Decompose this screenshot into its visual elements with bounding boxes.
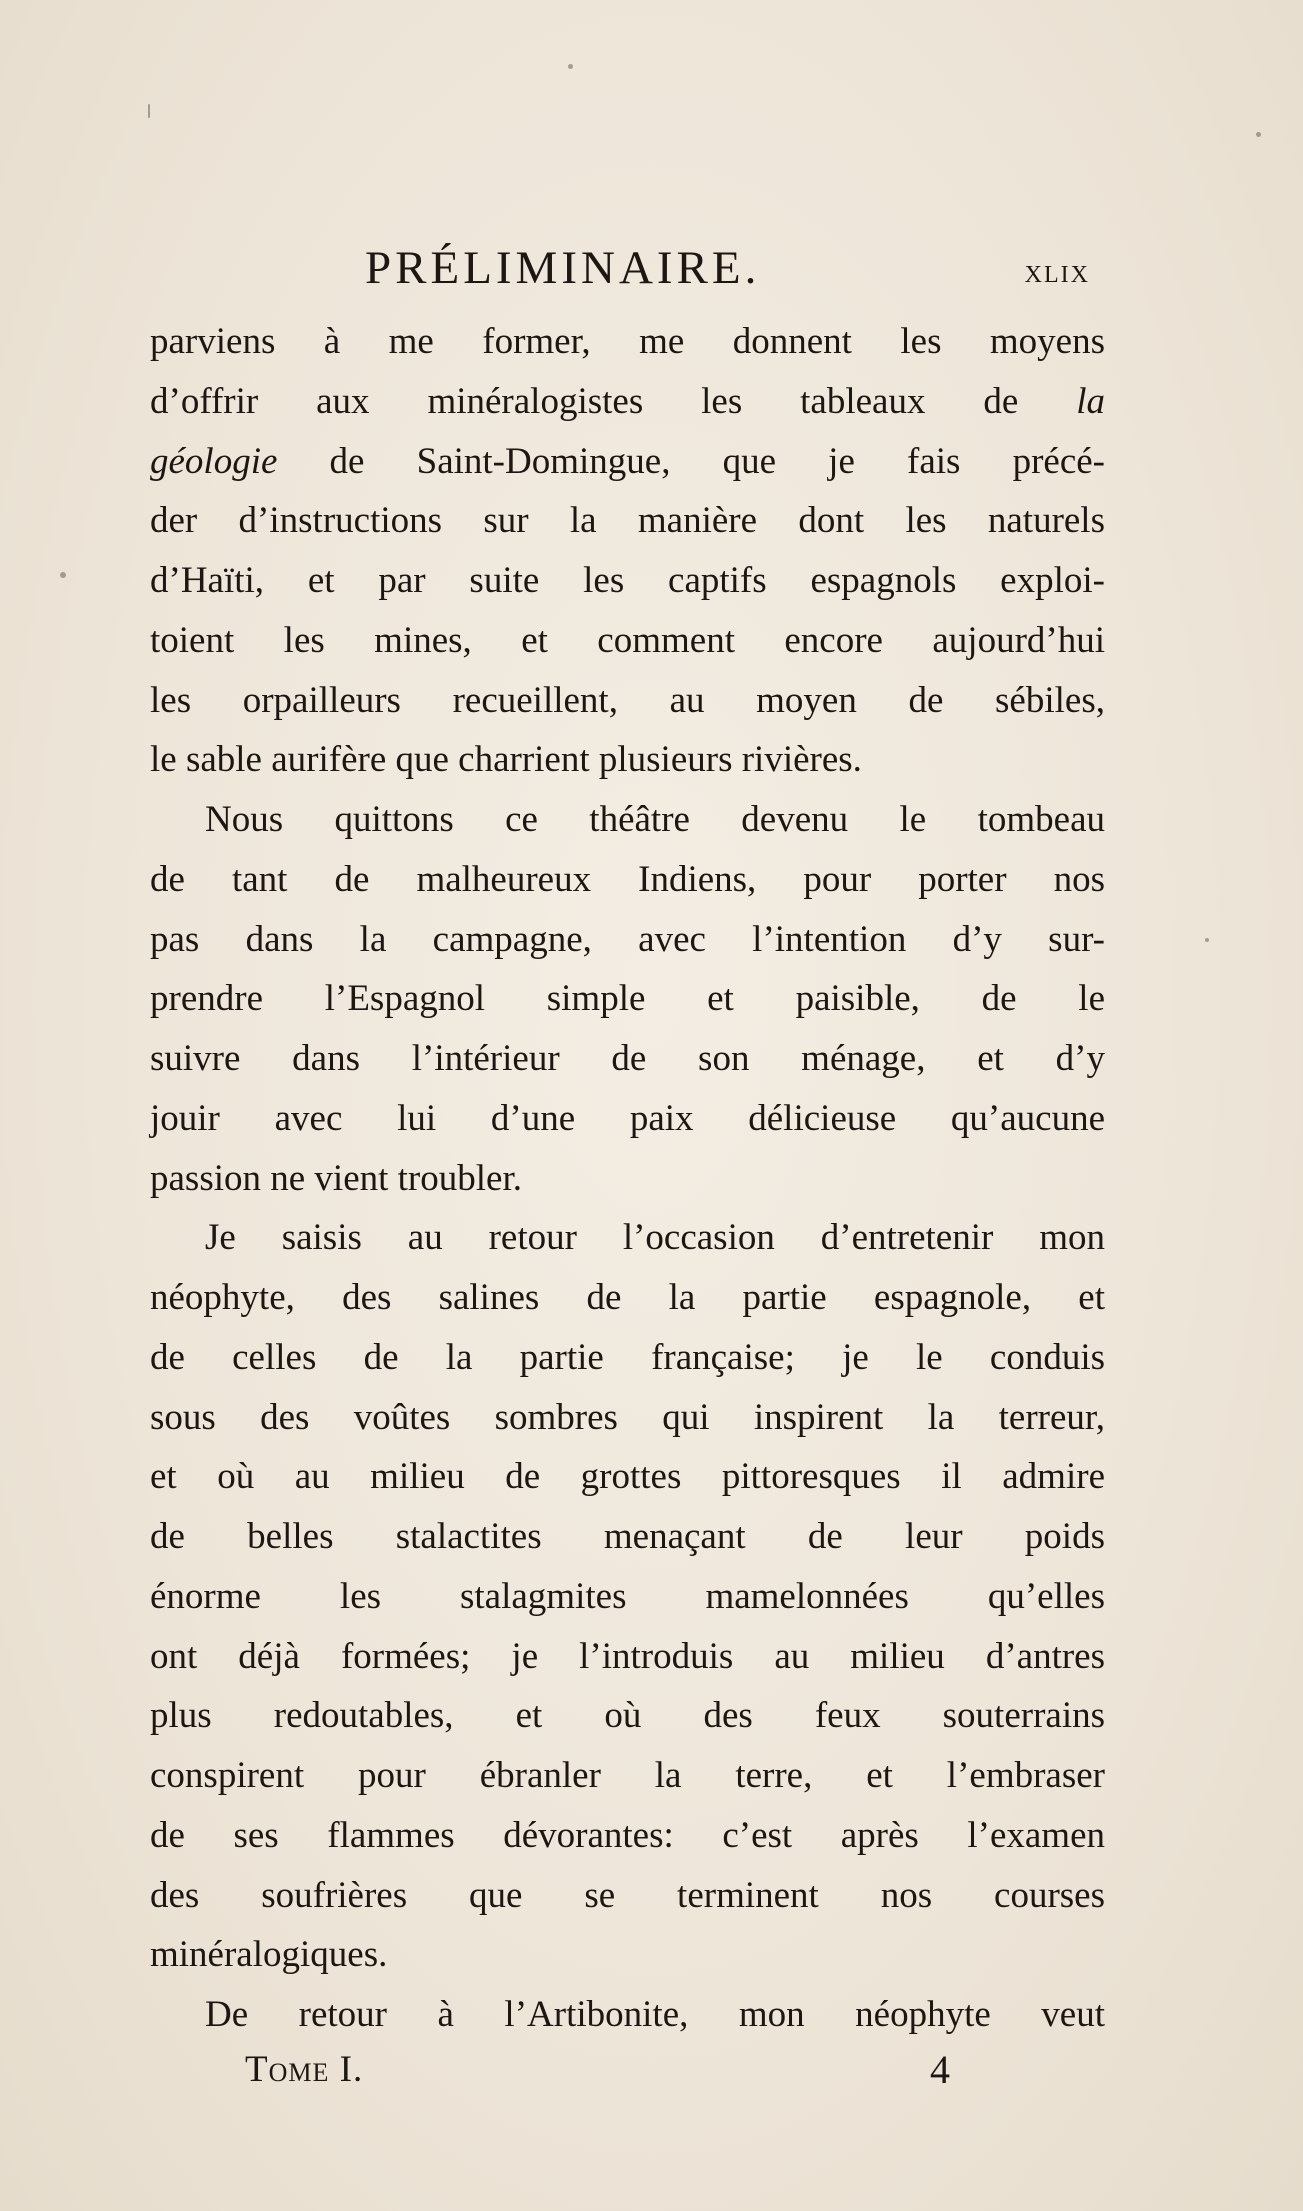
text-line: suivre dans l’intérieur de son ménage, et d’y: [150, 1038, 1105, 1079]
text-line: toient les mines, et comment encore aujourd’hui: [150, 619, 1105, 661]
italic-term: géologie: [150, 440, 278, 482]
text-line: parviens à me former, me donnent les moyens: [150, 321, 1105, 362]
paper-speck: [1205, 938, 1209, 942]
text-line: et où au milieu de grottes pittoresques il admire: [150, 1456, 1105, 1498]
paper-speck: [1256, 132, 1261, 137]
text-line: de tant de malheureux Indiens, pour porter nos: [150, 858, 1105, 900]
text-line: de celles de la partie française; je le conduis: [150, 1336, 1105, 1378]
text-line: énorme les stalagmites mamelonnées qu’elles: [150, 1575, 1105, 1617]
text-line: d’Haïti, et par suite les captifs espagnols exploi-: [150, 560, 1105, 601]
text-line: prendre l’Espagnol simple et paisible, de le: [150, 978, 1105, 1020]
italic-term: la: [1076, 380, 1105, 422]
paper-speck: [568, 64, 573, 69]
text-line: les orpailleurs recueillent, au moyen de sébiles,: [150, 679, 1105, 721]
text-line: géologie de Saint-Domingue, que je fais précé-: [150, 440, 1105, 482]
paragraph-start-line: De retour à l’Artibonite, mon néophyte veut: [205, 1994, 1105, 2035]
text-line: conspirent pour ébranler la terre, et l’embraser: [150, 1755, 1105, 1796]
text-line: plus redoutables, et où des feux souterrains: [150, 1695, 1105, 1737]
text-line: passion ne vient troubler.: [150, 1157, 522, 1199]
page-folio: xlix: [1024, 253, 1090, 290]
text-line: pas dans la campagne, avec l’intention d’y sur-: [150, 918, 1105, 960]
page-footer: [150, 2040, 1095, 2100]
text-line: ont déjà formées; je l’introduis au milieu d’antres: [150, 1635, 1105, 1677]
text-line: de belles stalactites menaçant de leur poids: [150, 1516, 1105, 1557]
text-line: des soufrières que se terminent nos courses: [150, 1874, 1105, 1916]
text-line: le sable aurifère que charrient plusieurs rivières.: [150, 739, 862, 781]
text-line: der d’instructions sur la manière dont les naturels: [150, 500, 1105, 542]
paragraph-start-line: Nous quittons ce théâtre devenu le tombeau: [205, 799, 1105, 840]
text-line: minéralogiques.: [150, 1934, 388, 1976]
text-line: d’offrir aux minéralogistes les tableaux de la: [150, 380, 1105, 422]
paper-speck: [148, 104, 150, 118]
text-line: sous des voûtes sombres qui inspirent la terreur,: [150, 1396, 1105, 1438]
text-line: de ses flammes dévorantes: c’est après l’examen: [150, 1814, 1105, 1856]
running-header: [150, 238, 1095, 298]
text-line: néophyte, des salines de la partie espagnole, et: [150, 1277, 1105, 1318]
volume-signature: Tome I.: [245, 2049, 364, 2090]
text-line: jouir avec lui d’une paix délicieuse qu’aucune: [150, 1097, 1105, 1139]
body-text: [150, 312, 1105, 2045]
sheet-number: 4: [930, 2047, 950, 2092]
paragraph-start-line: Je saisis au retour l’occasion d’entretenir mon: [205, 1217, 1105, 1259]
running-title: PRÉLIMINAIRE.: [365, 242, 761, 294]
paper-speck: [60, 572, 66, 578]
